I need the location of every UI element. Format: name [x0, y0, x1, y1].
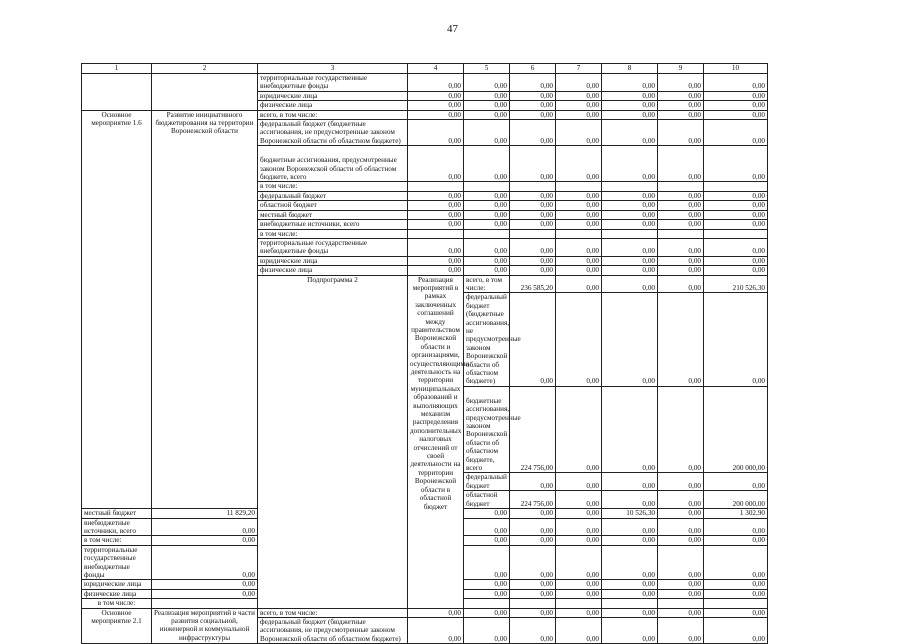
value-cell: 0,00: [602, 110, 658, 119]
value-cell: 0,00: [464, 220, 510, 229]
value-cell: [408, 229, 464, 238]
value-cell: 0,00: [704, 536, 768, 545]
budget-table: [81, 63, 768, 644]
value-cell: 0,00: [464, 74, 510, 92]
header-cell: 7: [556, 64, 602, 74]
value-cell: 0,00: [152, 518, 258, 536]
value-cell: [464, 229, 510, 238]
value-cell: 0,00: [556, 386, 602, 473]
header-cell: 2: [152, 64, 258, 74]
value-cell: 0,00: [602, 275, 658, 293]
value-cell: [658, 229, 704, 238]
value-cell: 0,00: [510, 589, 556, 598]
row-label-cell: Основное мероприятие 1.6: [82, 110, 152, 508]
row-description-cell: юридические лица: [258, 91, 408, 100]
value-cell: 0,00: [704, 545, 768, 580]
row-description-cell: в том числе:: [82, 536, 152, 545]
value-cell: 0,00: [464, 191, 510, 200]
value-cell: 0,00: [602, 201, 658, 210]
header-cell: 9: [658, 64, 704, 74]
value-cell: 0,00: [704, 191, 768, 200]
value-cell: 0,00: [658, 110, 704, 119]
value-cell: 0,00: [704, 473, 768, 491]
value-cell: 0,00: [704, 580, 768, 589]
value-cell: 0,00: [152, 545, 258, 580]
value-cell: 0,00: [464, 110, 510, 119]
value-cell: 0,00: [408, 238, 464, 256]
value-cell: 0,00: [658, 101, 704, 110]
table-body: [82, 74, 768, 644]
value-cell: 200 000,00: [704, 386, 768, 473]
value-cell: 0,00: [602, 608, 658, 617]
value-cell: 0,00: [658, 491, 704, 509]
value-cell: 0,00: [602, 589, 658, 598]
value-cell: [556, 229, 602, 238]
row-description-cell: федеральный бюджет (бюджетные ассигнования, не предусмотренные законом Воронежской области об областном бюджете): [258, 617, 408, 643]
value-cell: 0,00: [152, 589, 258, 598]
value-cell: 0,00: [464, 201, 510, 210]
value-cell: 0,00: [602, 256, 658, 265]
value-cell: [658, 182, 704, 191]
row-description-cell: бюджетные ассигнования, предусмотренные законом Воронежской области об областном бюджете, всего: [464, 386, 510, 473]
value-cell: 0,00: [704, 210, 768, 219]
value-cell: 0,00: [704, 201, 768, 210]
value-cell: 0,00: [408, 201, 464, 210]
value-cell: 0,00: [408, 110, 464, 119]
value-cell: 0,00: [602, 293, 658, 386]
value-cell: 0,00: [658, 545, 704, 580]
value-cell: [408, 182, 464, 191]
value-cell: 0,00: [658, 608, 704, 617]
header-cell: 1: [82, 64, 152, 74]
row-description-cell: областной бюджет: [258, 201, 408, 210]
row-description-cell: территориальные государственные внебюджетные фонды: [82, 545, 152, 580]
value-cell: 0,00: [602, 146, 658, 182]
value-cell: 0,00: [510, 201, 556, 210]
row-description-cell: всего, в том числе:: [258, 608, 408, 617]
value-cell: 0,00: [408, 146, 464, 182]
value-cell: 0,00: [510, 91, 556, 100]
value-cell: 0,00: [704, 256, 768, 265]
value-cell: [704, 229, 768, 238]
page-number: 47: [447, 23, 458, 35]
value-cell: 0,00: [510, 220, 556, 229]
row-description-cell: местный бюджет: [258, 210, 408, 219]
value-cell: 0,00: [464, 545, 510, 580]
value-cell: 0,00: [510, 518, 556, 536]
value-cell: 0,00: [556, 589, 602, 598]
value-cell: 0,00: [658, 509, 704, 518]
value-cell: 0,00: [704, 146, 768, 182]
value-cell: 0,00: [704, 91, 768, 100]
value-cell: 0,00: [510, 509, 556, 518]
value-cell: 0,00: [510, 238, 556, 256]
value-cell: 0,00: [556, 518, 602, 536]
table-row: [82, 110, 768, 119]
value-cell: 0,00: [408, 191, 464, 200]
value-cell: 0,00: [464, 518, 510, 536]
value-cell: 0,00: [556, 293, 602, 386]
value-cell: 0,00: [556, 608, 602, 617]
row-description-cell: физические лица: [82, 589, 152, 598]
value-cell: 0,00: [510, 617, 556, 643]
value-cell: 0,00: [510, 580, 556, 589]
row-description-cell: [464, 599, 510, 608]
value-cell: 0,00: [408, 120, 464, 146]
value-cell: [464, 182, 510, 191]
value-cell: 0,00: [602, 238, 658, 256]
row-description-cell: областной бюджет: [464, 491, 510, 509]
value-cell: 0,00: [556, 266, 602, 275]
value-cell: 0,00: [408, 210, 464, 219]
row-description-cell: юридические лица: [82, 580, 152, 589]
value-cell: 0,00: [704, 518, 768, 536]
row-label-cell: Подпрограмма 2: [258, 275, 408, 608]
row-name-cell: Развитие инициативного бюджетирования на территории Воронежской области: [152, 110, 258, 508]
header-cell: 3: [258, 64, 408, 74]
row-description-cell: всего, в том числе:: [258, 110, 408, 119]
row-label-cell: Основное мероприятие 2.1: [82, 608, 152, 644]
value-cell: 0,00: [464, 536, 510, 545]
value-cell: [658, 599, 704, 608]
value-cell: 0,00: [510, 608, 556, 617]
value-cell: 0,00: [152, 536, 258, 545]
row-description-cell: всего, в том числе:: [464, 275, 510, 293]
value-cell: 0,00: [464, 101, 510, 110]
value-cell: 0,00: [408, 256, 464, 265]
value-cell: [510, 229, 556, 238]
value-cell: 210 526,30: [704, 275, 768, 293]
value-cell: 0,00: [658, 210, 704, 219]
value-cell: 0,00: [408, 101, 464, 110]
value-cell: 0,00: [602, 473, 658, 491]
value-cell: 0,00: [704, 110, 768, 119]
value-cell: 0,00: [704, 266, 768, 275]
value-cell: 0,00: [602, 91, 658, 100]
value-cell: 0,00: [556, 473, 602, 491]
value-cell: 0,00: [464, 589, 510, 598]
row-description-cell: федеральный бюджет: [258, 191, 408, 200]
value-cell: 0,00: [464, 608, 510, 617]
value-cell: 0,00: [602, 191, 658, 200]
value-cell: 0,00: [510, 101, 556, 110]
value-cell: 0,00: [704, 238, 768, 256]
value-cell: 0,00: [464, 146, 510, 182]
value-cell: 0,00: [510, 545, 556, 580]
value-cell: 0,00: [556, 101, 602, 110]
value-cell: 200 000,00: [704, 491, 768, 509]
value-cell: 0,00: [602, 74, 658, 92]
value-cell: 0,00: [510, 536, 556, 545]
value-cell: 0,00: [510, 146, 556, 182]
header-cell: 10: [704, 64, 768, 74]
value-cell: 0,00: [510, 74, 556, 92]
header-cell: 6: [510, 64, 556, 74]
value-cell: 0,00: [152, 580, 258, 589]
value-cell: 0,00: [658, 293, 704, 386]
value-cell: 0,00: [556, 275, 602, 293]
value-cell: 0,00: [704, 608, 768, 617]
value-cell: [510, 182, 556, 191]
row-description-cell: в том числе:: [258, 229, 408, 238]
value-cell: 0,00: [658, 220, 704, 229]
value-cell: 0,00: [408, 266, 464, 275]
row-description-cell: внебюджетные источники, всего: [258, 220, 408, 229]
row-description-cell: территориальные государственные внебюджетные фонды: [258, 74, 408, 92]
value-cell: 0,00: [556, 220, 602, 229]
value-cell: 0,00: [658, 518, 704, 536]
table-header: [82, 64, 768, 74]
value-cell: 0,00: [602, 101, 658, 110]
value-cell: 1 302,90: [704, 509, 768, 518]
row-label-cell: [82, 74, 152, 111]
value-cell: 0,00: [464, 91, 510, 100]
value-cell: 0,00: [556, 210, 602, 219]
row-name-cell: Реализация мероприятий в рамках заключенных соглашений между правительством Воронежской области и организациями, осуществляющими деятельность на территории муниципальных образований и выполняющих механизм распределения дополнительных налоговых отчислений от своей деятельности на территории Воронежской области в областной бюджет: [408, 275, 464, 608]
value-cell: 0,00: [658, 146, 704, 182]
value-cell: 0,00: [602, 120, 658, 146]
value-cell: 224 756,00: [510, 386, 556, 473]
row-name-cell: [152, 599, 258, 608]
value-cell: 0,00: [556, 91, 602, 100]
value-cell: 0,00: [510, 191, 556, 200]
value-cell: 0,00: [464, 617, 510, 643]
value-cell: 0,00: [464, 256, 510, 265]
value-cell: 10 526,30: [602, 509, 658, 518]
value-cell: 0,00: [602, 266, 658, 275]
value-cell: 0,00: [658, 120, 704, 146]
value-cell: 0,00: [704, 120, 768, 146]
value-cell: [556, 182, 602, 191]
value-cell: 0,00: [658, 275, 704, 293]
value-cell: 0,00: [408, 608, 464, 617]
value-cell: [602, 599, 658, 608]
value-cell: 0,00: [602, 536, 658, 545]
value-cell: 0,00: [556, 191, 602, 200]
row-description-cell: в том числе:: [258, 182, 408, 191]
value-cell: 0,00: [602, 210, 658, 219]
value-cell: 0,00: [464, 238, 510, 256]
value-cell: 0,00: [658, 589, 704, 598]
row-description-cell: физические лица: [258, 266, 408, 275]
value-cell: 0,00: [658, 238, 704, 256]
row-description-cell: бюджетные ассигнования, предусмотренные законом Воронежской области об областном бюджете, всего: [258, 146, 408, 182]
row-description-cell: местный бюджет: [82, 509, 152, 518]
header-cell: 4: [408, 64, 464, 74]
value-cell: 0,00: [704, 101, 768, 110]
value-cell: 0,00: [464, 509, 510, 518]
value-cell: 0,00: [556, 536, 602, 545]
value-cell: 0,00: [556, 238, 602, 256]
value-cell: 0,00: [556, 491, 602, 509]
value-cell: 11 829,20: [152, 509, 258, 518]
value-cell: 0,00: [602, 220, 658, 229]
value-cell: 0,00: [658, 91, 704, 100]
value-cell: [556, 599, 602, 608]
value-cell: 0,00: [510, 293, 556, 386]
value-cell: 0,00: [602, 518, 658, 536]
row-description-cell: юридические лица: [258, 256, 408, 265]
value-cell: 0,00: [658, 74, 704, 92]
value-cell: 0,00: [658, 473, 704, 491]
value-cell: 0,00: [510, 266, 556, 275]
value-cell: 0,00: [658, 201, 704, 210]
value-cell: 0,00: [704, 74, 768, 92]
value-cell: 0,00: [556, 256, 602, 265]
value-cell: 0,00: [658, 536, 704, 545]
value-cell: 0,00: [556, 617, 602, 643]
value-cell: 0,00: [510, 473, 556, 491]
value-cell: 0,00: [658, 386, 704, 473]
row-description-cell: внебюджетные источники, всего: [82, 518, 152, 536]
value-cell: 0,00: [408, 220, 464, 229]
table-row: [82, 74, 768, 92]
row-description-cell: федеральный бюджет: [464, 473, 510, 491]
value-cell: 0,00: [658, 580, 704, 589]
row-description-cell: федеральный бюджет (бюджетные ассигнования, не предусмотренные законом Воронежской области об областном бюджете): [464, 293, 510, 386]
header-cell: 8: [602, 64, 658, 74]
value-cell: 0,00: [464, 266, 510, 275]
value-cell: [602, 182, 658, 191]
value-cell: 0,00: [464, 120, 510, 146]
value-cell: 0,00: [658, 191, 704, 200]
value-cell: [704, 182, 768, 191]
value-cell: 0,00: [556, 545, 602, 580]
value-cell: 0,00: [704, 617, 768, 643]
value-cell: 0,00: [464, 580, 510, 589]
value-cell: 0,00: [556, 110, 602, 119]
value-cell: 0,00: [602, 545, 658, 580]
value-cell: 0,00: [556, 201, 602, 210]
value-cell: [704, 599, 768, 608]
value-cell: 0,00: [602, 580, 658, 589]
value-cell: 0,00: [602, 386, 658, 473]
value-cell: [602, 229, 658, 238]
value-cell: 0,00: [408, 617, 464, 643]
value-cell: 0,00: [556, 120, 602, 146]
value-cell: [510, 599, 556, 608]
value-cell: 0,00: [704, 589, 768, 598]
row-label-cell: в том числе:: [82, 599, 152, 608]
value-cell: 0,00: [510, 210, 556, 219]
value-cell: 0,00: [704, 220, 768, 229]
value-cell: 0,00: [408, 74, 464, 92]
row-name-cell: [152, 74, 258, 111]
value-cell: 0,00: [408, 91, 464, 100]
value-cell: 0,00: [556, 146, 602, 182]
value-cell: 0,00: [602, 617, 658, 643]
value-cell: 0,00: [556, 580, 602, 589]
value-cell: 0,00: [464, 210, 510, 219]
row-description-cell: территориальные государственные внебюджетные фонды: [258, 238, 408, 256]
row-description-cell: федеральный бюджет (бюджетные ассигнования, не предусмотренные законом Воронежской области об областном бюджете): [258, 120, 408, 146]
value-cell: 236 585,20: [510, 275, 556, 293]
value-cell: 0,00: [658, 617, 704, 643]
value-cell: 0,00: [510, 256, 556, 265]
value-cell: 224 756,00: [510, 491, 556, 509]
value-cell: 0,00: [510, 110, 556, 119]
row-name-cell: Реализация мероприятий в части развития социальной, инженерной и коммунальной инфраструктуры: [152, 608, 258, 644]
row-description-cell: физические лица: [258, 101, 408, 110]
header-cell: 5: [464, 64, 510, 74]
value-cell: 0,00: [658, 266, 704, 275]
value-cell: 0,00: [556, 74, 602, 92]
table-row: [82, 608, 768, 617]
value-cell: 0,00: [704, 293, 768, 386]
value-cell: 0,00: [602, 491, 658, 509]
value-cell: 0,00: [556, 509, 602, 518]
value-cell: 0,00: [658, 256, 704, 265]
value-cell: 0,00: [510, 120, 556, 146]
